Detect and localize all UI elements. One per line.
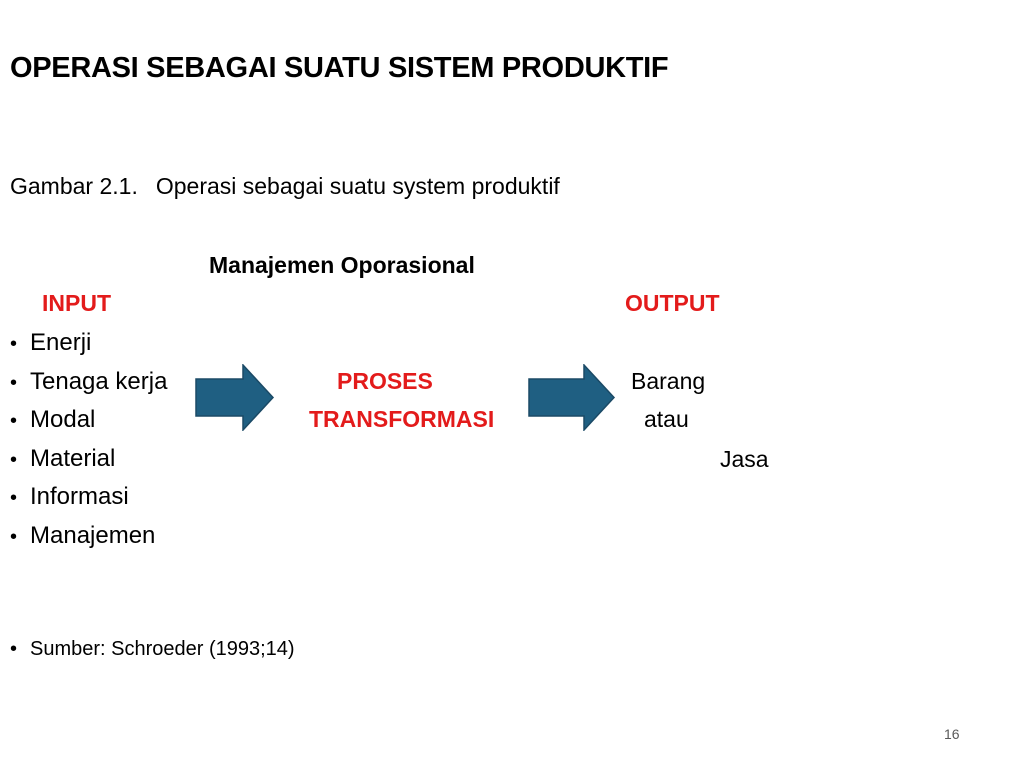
figure-caption [10,173,560,200]
input-item: • Manajemen [10,521,167,560]
bullet-icon: • [10,487,18,510]
bullet-icon: • [10,525,18,548]
input-list [10,328,167,560]
input-item: • Informasi [10,482,167,521]
bullet-icon: • [10,333,18,355]
output-item-jasa: Jasa [720,446,769,472]
input-item: • Material [10,444,167,483]
slide-title: OPERASI SEBAGAI SUATU SISTEM PRODUKTIF [10,52,669,84]
management-label: Manajemen Oporasional [209,252,475,278]
input-heading: INPUT [42,290,111,316]
input-item: • Enerji [10,328,167,367]
bullet-icon: • [10,371,18,394]
input-item: • Modal [10,405,167,444]
output-item-atau: atau [644,406,689,432]
input-item: • Tenaga kerja [10,367,167,406]
process-label: PROSES [337,368,433,394]
page-number: 16 [944,726,960,742]
source-text: Sumber: Schroeder (1993;14) [30,638,295,660]
transformation-label: TRANSFORMASI [309,406,495,432]
bullet-icon: • [10,448,18,471]
right-arrow-icon [528,364,616,431]
output-item-barang: Barang [631,368,706,394]
bullet-icon: • [10,638,18,660]
figure-caption-text: Operasi sebagai suatu system produktif [155,173,560,199]
right-arrow-icon [195,364,275,431]
figure-number: Gambar 2.1. [10,173,138,199]
bullet-icon: • [10,410,18,433]
output-heading: OUTPUT [625,290,720,316]
source-note [10,638,295,661]
